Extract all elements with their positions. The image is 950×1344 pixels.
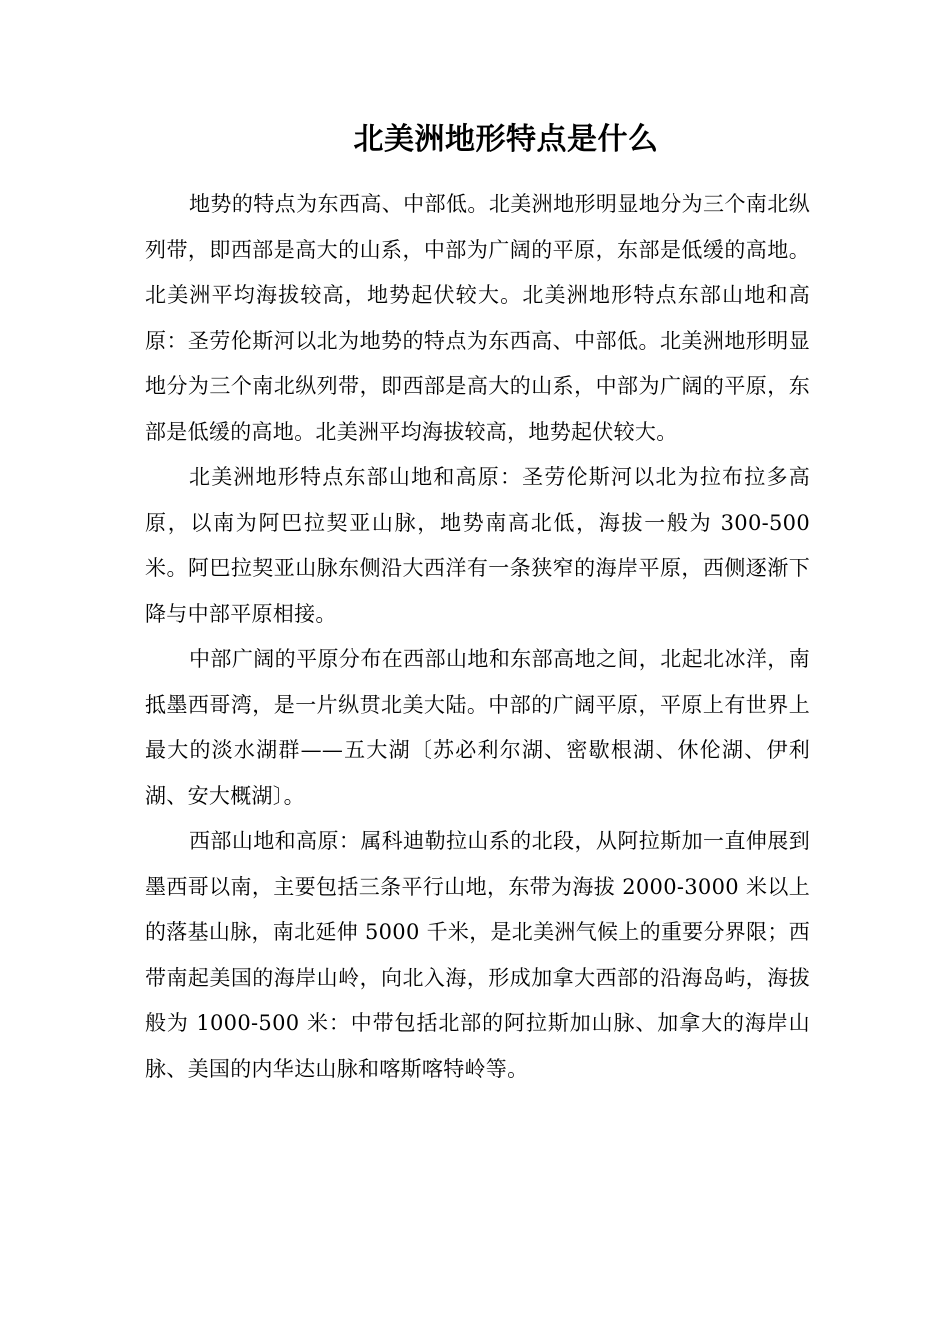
document-body xyxy=(145,182,810,1092)
document-title: 北美洲地形特点是什么 xyxy=(353,122,659,157)
paragraph-central-plains: 中部广阔的平原分布在西部山地和东部高地之间，北起北冰洋，南抵墨西哥湾，是一片纵贯北美大陆。中部的广阔平原，平原上有世界上最大的淡水湖群——五大湖〔苏必利尔湖、密歇根湖、休伦湖、伊利湖、安大概湖〕。 xyxy=(145,647,810,808)
paragraph-eastern-highlands: 北美洲地形特点东部山地和高原：圣劳伦斯河以北为拉布拉多高原，以南为阿巴拉契亚山脉，地势南高北低，海拔一般为 300-500 米。阿巴拉契亚山脉东侧沿大西洋有一条狭窄的海岸平原，西侧逐渐下降与中部平原相接。 xyxy=(145,465,810,626)
paragraph-western-mountains: 西部山地和高原：属科迪勒拉山系的北段，从阿拉斯加一直伸展到墨西哥以南，主要包括三条平行山地，东带为海拔 2000-3000 米以上的落基山脉，南北延伸 5000 千米，是北美洲气候上的重要分界限；西带南起美国的海岸山岭，向北入海，形成加拿大西部的沿海岛屿，海拔般为 1000-500 米：中带包括北部的阿拉斯加山脉、加拿大的海岸山脉、美国的内华达山脉和喀斯喀特岭等。 xyxy=(145,829,810,1081)
paragraph-overview: 地势的特点为东西高、中部低。北美洲地形明显地分为三个南北纵列带，即西部是高大的山系，中部为广阔的平原，东部是低缓的高地。北美洲平均海拔较高，地势起伏较大。北美洲地形特点东部山地和高原：圣劳伦斯河以北为地势的特点为东西高、中部低。北美洲地形明显地分为三个南北纵列带，即西部是高大的山系，中部为广阔的平原，东部是低缓的高地。北美洲平均海拔较高，地势起伏较大。 xyxy=(145,192,810,444)
